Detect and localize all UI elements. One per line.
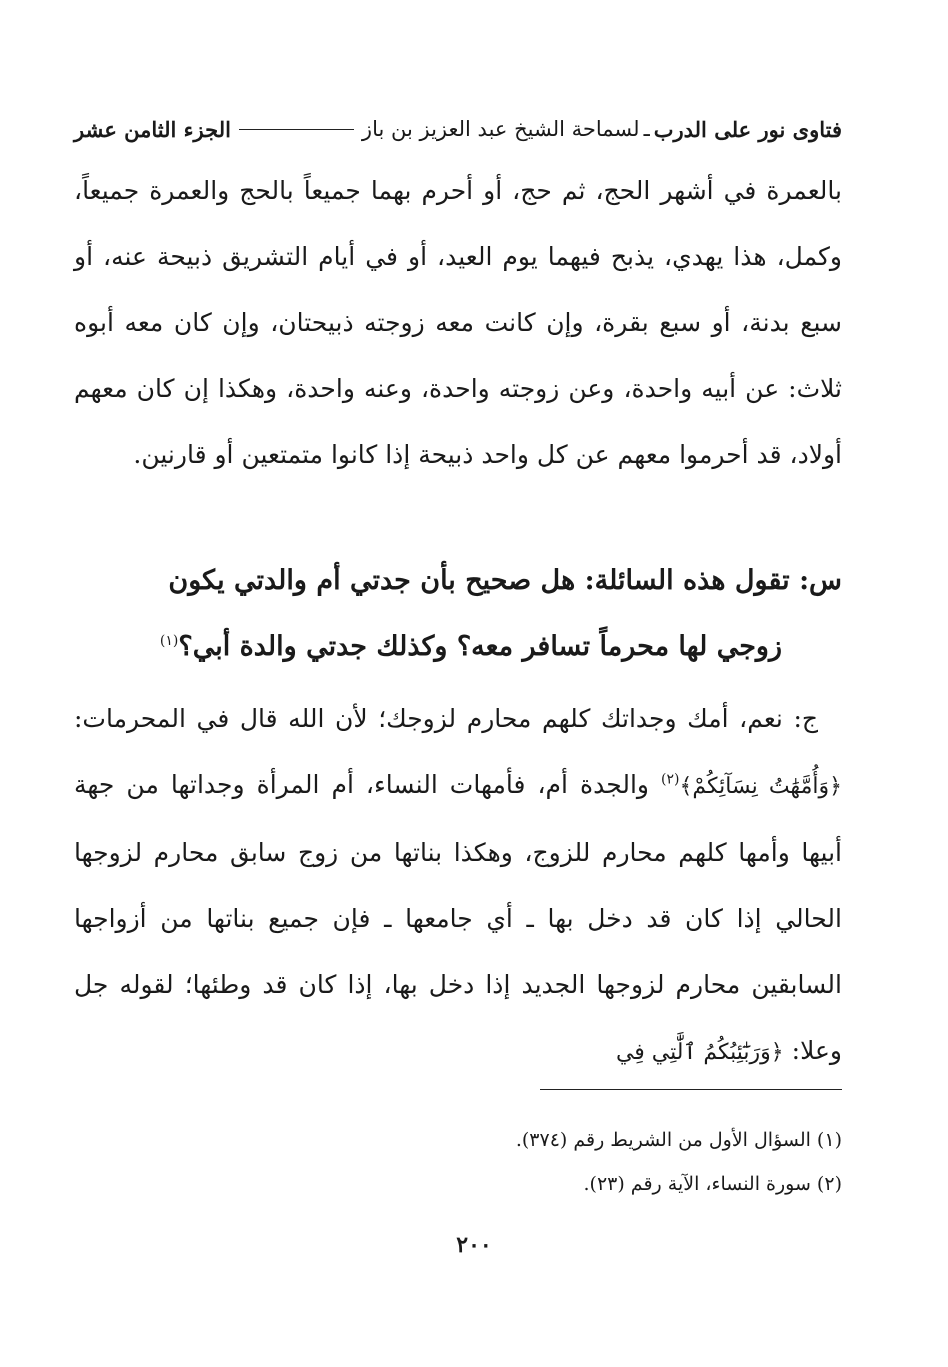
running-header: [74, 112, 842, 146]
answer-part-1: ج: نعم، أمك وجداتك كلهم محارم لزوجك؛ لأن الله قال في المحرمات:: [74, 704, 818, 733]
answer-paragraph: [74, 686, 842, 1086]
footnote-1: (١) السؤال الأول من الشريط رقم (٣٧٤).: [515, 1129, 842, 1151]
header-author: لسماحة الشيخ عبد العزيز بن باز: [361, 117, 640, 141]
footnotes: [74, 1118, 842, 1206]
footnote-ref-1: (١): [159, 633, 179, 649]
paragraph-continued: بالعمرة في أشهر الحج، ثم حج، أو أحرم بهما جميعاً بالحج والعمرة جميعاً، وكمل، هذا يهدي، يذبح فيهما يوم العيد، أو في أيام التشريق ذبيحة عنه، أو سبع بدنة، أو سبع بقرة، وإن كانت معه زوجته ذبيحتان، وإن كان معه أبوه ثلاث: عن أبيه واحدة، وعن زوجته واحدة، وعنه واحدة، وهكذا إن كان معهم أولاد، قد أحرموا معهم عن كل واحد ذبيحة إذا كانوا متمتعين أو قارنين.: [74, 176, 842, 469]
question-line-1: س: تقول هذه السائلة: هل صحيح بأن جدتي أم والدتي يكون: [168, 565, 842, 596]
book-title: فتاوى نور على الدرب: [653, 116, 842, 142]
header-rule: [239, 129, 354, 130]
quran-verse-2: ﴿وَرَبَٰٓئِبُكُمُ ٱلَّٰتِي فِي: [615, 1040, 784, 1065]
question-line-2: زوجي لها محرماً تسافر معه؟ وكذلك جدتي والدة أبي؟: [178, 631, 782, 662]
question-line-2-wrap: [74, 614, 842, 680]
footnote-divider: [540, 1089, 842, 1090]
volume-label: الجزء الثامن عشر: [74, 116, 231, 142]
footnote-ref-2: (٢): [661, 771, 680, 788]
header-separator: ـ: [643, 117, 650, 141]
page-number: ٢٠٠: [456, 1232, 492, 1258]
answer-part-2: والجدة أم، فأمهات النساء، أم المرأة وجداتها من جهة أبيها وأمها كلهم محارم للزوج، وهكذا بناتها من زوج سابق محارم لزوجها الحالي إذا كان قد دخل بها ـ أي جامعها ـ فإن جميع بناتها من أزواجها السابقين محارم لزوجها الجديد إذا دخل بها، إذا كان قد وطئها؛ لقوله جل وعلا:: [74, 770, 842, 1065]
quran-verse-1: ﴿وَأُمَّهَٰتُ نِسَآئِكُمْ﴾: [679, 774, 842, 799]
footnote-2: (٢) سورة النساء، الآية رقم (٢٣).: [583, 1173, 842, 1195]
question-block: [74, 548, 842, 680]
